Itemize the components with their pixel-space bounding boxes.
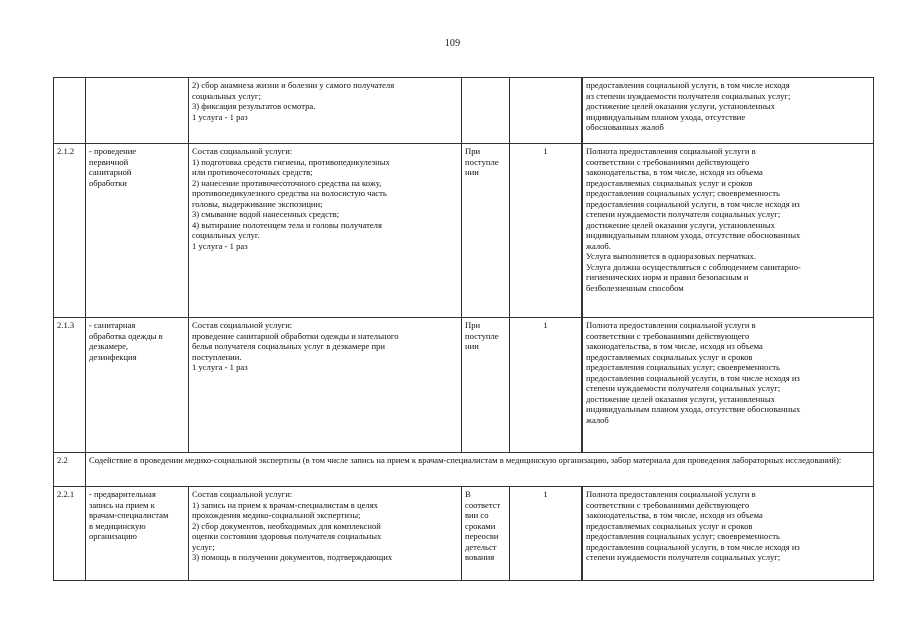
text-line: жалоб. [586, 240, 611, 251]
text-line: 2) сбор анамнеза жизни и болезни у самого получателя [192, 80, 395, 90]
text-line: запись на прием к [89, 499, 155, 510]
text-line: первичной [89, 156, 129, 167]
text-line: в медицинскую [89, 520, 146, 531]
row-number [54, 78, 86, 144]
text-line: - санитарная [89, 320, 136, 330]
service-volume: 1 [510, 318, 582, 453]
text-line: 1 услуга - 1 раз [192, 111, 248, 122]
text-line: - предварительная [89, 489, 156, 499]
text-line: достижение целей оказания услуги, установленных [586, 393, 775, 404]
service-description [189, 144, 462, 318]
text-line: предоставляемых социальных услуг и сроков [586, 520, 753, 531]
text-line: гигиенических норм и правил безопасным и [586, 272, 749, 282]
service-term [462, 144, 510, 318]
text-line: законодательства, в том числе, исходя из объема [586, 510, 763, 520]
text-line: достижение целей оказания услуги, установленных [586, 101, 775, 111]
text-line: предоставляемых социальных услуг и сроков [586, 351, 753, 362]
text-line: прохождения медико-социальной экспертизы; [192, 510, 361, 520]
text-line: соответствии с требованиями действующего [586, 499, 750, 510]
text-line: белья получателя социальных услуг в дезкамере при [192, 341, 385, 351]
service-name [86, 78, 189, 144]
text-line: нии [465, 167, 479, 177]
text-line: обработки [89, 177, 127, 188]
text-line: соответствии с требованиями действующего [586, 156, 750, 167]
table-row [54, 78, 874, 144]
text-line: безболезненным способом [586, 282, 684, 293]
service-volume [510, 78, 582, 144]
quality-indicators [583, 144, 874, 318]
text-line: предоставления социальных услуг; своевременность [586, 531, 780, 541]
quality-indicators [583, 78, 874, 144]
text-line: вования [465, 552, 495, 562]
text-line: обработка одежды в [89, 330, 163, 341]
text-line: сроками [465, 520, 496, 531]
text-line: дезкамере, [89, 341, 129, 351]
text-line: санитарной [89, 167, 132, 177]
text-line: предоставления социальной услуги, в том числе исходя из [586, 372, 800, 383]
text-line: индивидуальным планом ухода, отсутствие обоснованных [586, 404, 801, 414]
text-line: Полнота предоставления социальной услуги в [586, 146, 756, 156]
table-row [54, 487, 874, 581]
text-line: 1) запись на прием к врачам-специалистам в целях [192, 499, 378, 510]
text-line: дезинфекция [89, 351, 137, 362]
text-line: соответст [465, 499, 501, 510]
text-line: 1 услуга - 1 раз [192, 362, 248, 372]
service-name [86, 487, 189, 581]
text-line: степени нуждаемости получателя социальных услуг; [586, 383, 781, 393]
text-line: достижение целей оказания услуги, установленных [586, 219, 775, 230]
text-line: соответствии с требованиями действующего [586, 330, 750, 341]
quality-indicators [583, 487, 874, 581]
text-line: 3) фиксация результатов осмотра. [192, 101, 316, 111]
text-line: социальных услуг. [192, 230, 260, 240]
text-line: 3) помощь в получении документов, подтверждающих [192, 552, 393, 562]
text-line: Полнота предоставления социальной услуги в [586, 320, 756, 330]
text-line: поступлении. [192, 351, 242, 362]
section-number: 2.2 [54, 453, 86, 487]
quality-indicators [583, 318, 874, 453]
text-line: предоставления социальной услуги, в том числе исходя из [586, 198, 800, 209]
text-line: проведение санитарной обработки одежды и нательного [192, 330, 399, 341]
section-row [54, 453, 874, 487]
text-line: врачам-специалистам [89, 510, 169, 520]
text-line: жалоб [586, 414, 609, 425]
text-line: индивидуальным планом ухода, отсутствие [586, 111, 746, 122]
service-volume: 1 [510, 487, 582, 581]
text-line: степени нуждаемости получателя социальных услуг; [586, 209, 781, 219]
text-line: Услуга выполняется в одноразовых перчатках. [586, 251, 757, 261]
service-description [189, 78, 462, 144]
text-line: 1 услуга - 1 раз [192, 240, 248, 251]
text-line: услуг; [192, 541, 215, 552]
text-line: нии [465, 341, 479, 351]
text-line: поступле [465, 156, 499, 167]
service-term [462, 318, 510, 453]
service-description [189, 318, 462, 453]
text-line: законодательства, в том числе, исходя из объема [586, 167, 763, 177]
text-line: 4) вытирание полотенцем тела и головы получателя [192, 219, 382, 230]
row-number: 2.2.1 [54, 487, 86, 581]
table-row [54, 318, 874, 453]
text-line: При [465, 320, 481, 330]
text-line: оценки состояния здоровья получателя социальных [192, 531, 382, 541]
services-table [53, 77, 874, 581]
text-line: из степени нуждаемости получателя социальных услуг; [586, 90, 791, 101]
section-title: Содействие в проведении медико-социальной экспертизы (в том числе запись на прием к врачам-специалистам в медицинскую организацию, забор материала для проведения лабораторных исследований): [86, 453, 874, 487]
text-line: детельст [465, 541, 497, 552]
text-line: социальных услуг; [192, 90, 261, 101]
page-number: 109 [444, 38, 461, 49]
row-number: 2.1.2 [54, 144, 86, 318]
text-line: предоставляемых социальных услуг и сроков [586, 177, 753, 188]
text-line: Услуга должна осуществляться с соблюдением санитарно- [586, 261, 801, 272]
text-line: предоставления социальной услуги, в том числе исходя из [586, 541, 800, 552]
text-line: вии со [465, 510, 489, 520]
service-description [189, 487, 462, 581]
text-line: Состав социальной услуги: [192, 146, 293, 156]
text-line: В [465, 489, 471, 499]
text-line: предоставления социальных услуг; своевременность [586, 188, 780, 198]
text-line: законодательства, в том числе, исходя из объема [586, 341, 763, 351]
service-name [86, 318, 189, 453]
service-volume: 1 [510, 144, 582, 318]
text-line: 3) смывание водой нанесенных средств; [192, 209, 340, 219]
text-line: индивидуальным планом ухода, отсутствие обоснованных [586, 230, 801, 240]
text-line: Состав социальной услуги: [192, 489, 293, 499]
text-line: 2) сбор документов, необходимых для комплексной [192, 520, 381, 531]
text-line: обоснованных жалоб [586, 122, 664, 132]
service-name [86, 144, 189, 318]
text-line: переосви [465, 531, 499, 541]
text-line: предоставления социальных услуг; своевременность [586, 362, 780, 372]
text-line: степени нуждаемости получателя социальных услуг; [586, 552, 781, 562]
text-line: Полнота предоставления социальной услуги в [586, 489, 756, 499]
text-line: противопедикулезного средства на волосистую часть [192, 188, 387, 198]
text-line: 2) нанесение противочесоточного средства на кожу, [192, 177, 382, 188]
text-line: поступле [465, 330, 499, 341]
text-line: Состав социальной услуги: [192, 320, 293, 330]
service-term [462, 487, 510, 581]
row-number: 2.1.3 [54, 318, 86, 453]
text-line: предоставления социальной услуги, в том числе исходя [586, 80, 790, 90]
text-line: головы, выдерживание экспозиции; [192, 198, 323, 209]
text-line: При [465, 146, 481, 156]
text-line: 1) подготовка средств гигиены, противопедикулезных [192, 156, 390, 167]
service-term [462, 78, 510, 144]
text-line: или противочесоточных средств; [192, 167, 313, 177]
table-row [54, 144, 874, 318]
text-line: - проведение [89, 146, 137, 156]
text-line: организацию [89, 531, 137, 541]
